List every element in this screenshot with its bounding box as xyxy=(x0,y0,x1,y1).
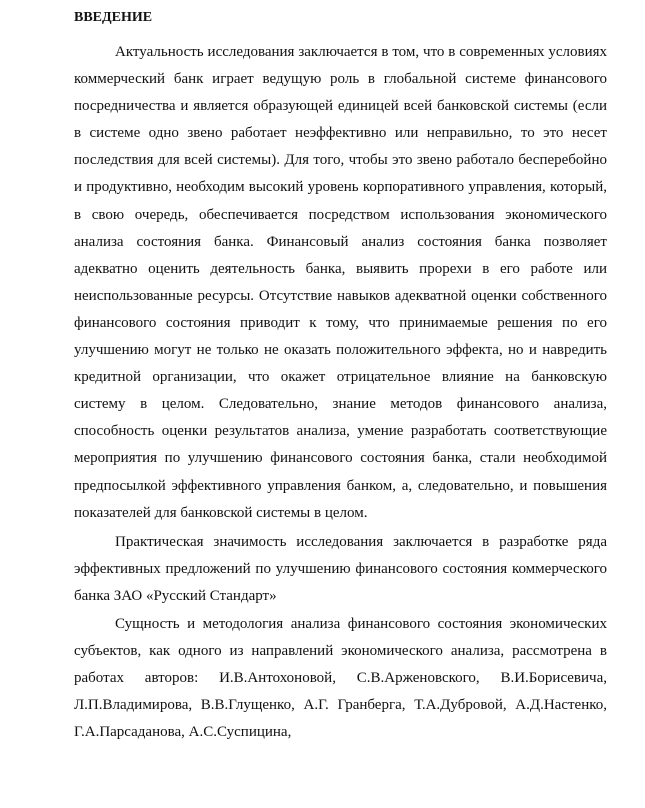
paragraph-relevance: Актуальность исследования заключается в том, что в современных условиях коммерческий банк играет ведущую роль в глобальной системе финансового посредничества и является образующей единицей всей банковской системы (если в системе одно звено работает неэффективно или неправильно, то это несет последствия для всей системы). Для того, чтобы это звено работало бесперебойно и продуктивно, необходим высокий уровень корпоративного управления, который, в свою очередь, обеспечивается посредством использования экономического анализа состояния банка. Финансовый анализ состояния банка позволяет адекватно оценить деятельность банка, выявить прорехи в его работе или неиспользованные ресурсы. Отсутствие навыков адекватной оценки собственного финансового состояния приводит к тому, что принимаемые решения по его улучшению могут не только не оказать положительного эффекта, но и навредить кредитной организации, что окажет отрицательное влияние на банковскую систему в целом. Следовательно, знание методов финансового анализа, способность оценки результатов анализа, умение разработать соответствующие мероприятия по улучшению финансового состояния банка, стали необходимой предпосылкой эффективного управления банком, а, следовательно, и повышения показателей для банковской системы в целом. xyxy=(74,44,607,521)
section-heading: ВВЕДЕНИЕ xyxy=(74,10,153,25)
paragraph-methodology: Сущность и методология анализа финансового состояния экономических субъектов, как одного из направлений экономического анализа, рассмотрена в работах авторов: И.В.Антохоновой, С.В.Арженовского, В.И.Борисевича, Л.П.Владимирова, В.В.Глущенко, А.Г. Гранберга, Т.А.Дубровой, А.Д.Настенко, Г.А.Парсаданова, А.С.Суспицина, xyxy=(74,615,607,741)
paragraph-practical-significance: Практическая значимость исследования заключается в разработке ряда эффективных предложений по улучшению финансового состояния коммерческого банка ЗАО «Русский Стандарт» xyxy=(74,533,607,604)
document-page xyxy=(74,0,607,746)
